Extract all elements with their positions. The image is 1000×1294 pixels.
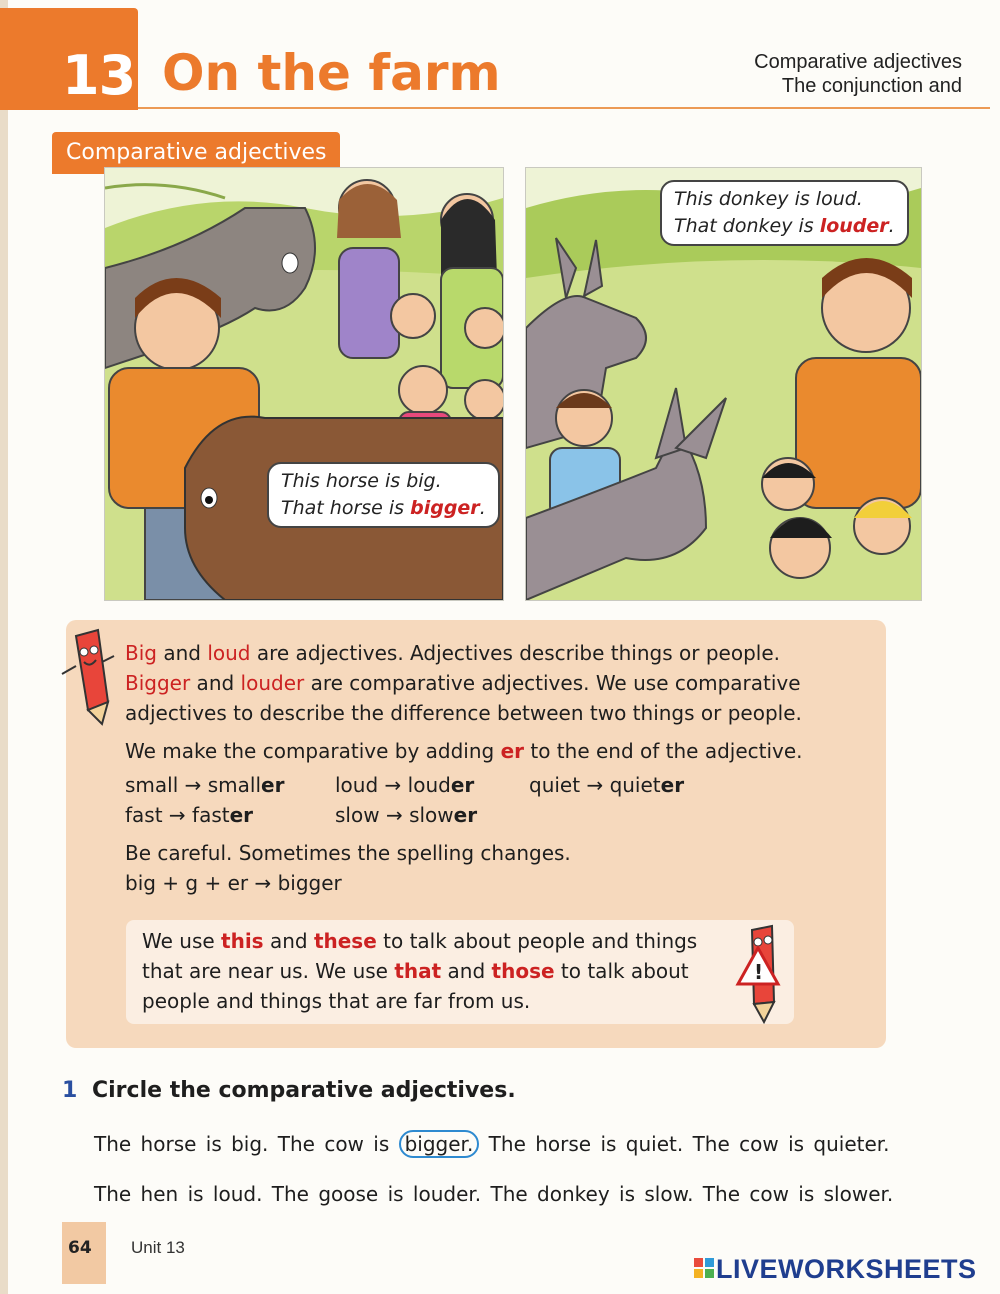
- example-stem: loud: [407, 773, 451, 797]
- topic-item: The conjunction and: [781, 75, 962, 97]
- arrow-icon: →: [184, 773, 202, 797]
- keyword-this: this: [221, 929, 264, 953]
- example-fast: [125, 800, 253, 830]
- sentence-text: The horse is quiet. The cow is quieter.: [479, 1132, 890, 1156]
- example-base: slow: [335, 803, 380, 827]
- donkey-speech-bubble: [660, 180, 909, 246]
- example-ending: er: [453, 803, 478, 827]
- warning-pencil-icon: [728, 922, 790, 1024]
- note-text: and: [441, 959, 492, 983]
- example-slow: [335, 800, 477, 830]
- unit-number: 13: [62, 44, 136, 107]
- example-ending: er: [450, 773, 475, 797]
- bubble-punct: .: [888, 215, 895, 237]
- keyword-er: er: [500, 739, 525, 763]
- exercise-sentence: [94, 1132, 890, 1156]
- unit-topics: [754, 50, 962, 98]
- keyword-bigger: Bigger: [125, 671, 191, 695]
- bubble-text: That horse is: [281, 497, 411, 519]
- keyword-these: these: [313, 929, 377, 953]
- bubble-comparative: bigger: [410, 497, 480, 519]
- bubble-line: [281, 495, 486, 522]
- note-line: people and things that are far from us.: [142, 989, 531, 1013]
- example-stem: fast: [192, 803, 230, 827]
- exercise-number: 1: [62, 1078, 78, 1103]
- svg-text:!: !: [754, 960, 764, 984]
- grammar-rule: [125, 736, 803, 766]
- unit-label: Unit 13: [131, 1238, 185, 1257]
- page-edge: [0, 0, 8, 1294]
- note-text: to talk about: [554, 959, 689, 983]
- note-text: We use: [142, 929, 222, 953]
- bubble-text: That donkey is: [674, 215, 820, 237]
- header-rule: [138, 107, 990, 109]
- liveworksheets-logo-icon: [694, 1258, 714, 1278]
- example-loud: [335, 770, 474, 800]
- exercise-instruction: Circle the comparative adjectives.: [92, 1078, 516, 1103]
- bubble-line: This horse is big.: [281, 470, 442, 492]
- grammar-line: [125, 668, 801, 698]
- grammar-text: to the end of the adjective.: [524, 739, 803, 763]
- arrow-icon: →: [385, 803, 403, 827]
- arrow-icon: →: [586, 773, 604, 797]
- note-text: to talk about people and things: [376, 929, 698, 953]
- example-quiet: [529, 770, 684, 800]
- example-base: loud: [335, 773, 379, 797]
- keyword-louder: louder: [240, 671, 305, 695]
- grammar-text: are adjectives. Adjectives describe things or people.: [250, 641, 780, 665]
- example-ending: er: [229, 803, 254, 827]
- bubble-line: This donkey is loud.: [674, 188, 863, 210]
- spelling-note: Be careful. Sometimes the spelling changes.: [125, 841, 571, 865]
- example-stem: small: [207, 773, 262, 797]
- example-stem: quiet: [609, 773, 661, 797]
- note-text: that are near us. We use: [142, 959, 395, 983]
- grammar-text: We make the comparative by adding: [125, 739, 501, 763]
- donkey-illustration: [525, 167, 922, 601]
- grammar-text: and: [156, 641, 208, 665]
- section-label: Comparative adjectives: [52, 132, 340, 174]
- bubble-comparative: louder: [819, 215, 889, 237]
- spelling-result: bigger: [277, 871, 342, 895]
- note-line: [142, 926, 697, 956]
- keyword-those: those: [491, 959, 555, 983]
- spelling-example: [125, 868, 342, 898]
- note-line: [142, 956, 689, 986]
- pencil-mascot-icon: [58, 626, 116, 726]
- topic-item: Comparative adjectives: [754, 51, 962, 73]
- page-number: 64: [68, 1238, 92, 1258]
- liveworksheets-logo: LIVEWORKSHEETS: [716, 1254, 977, 1284]
- sentence-text: The horse is big. The cow is: [94, 1132, 399, 1156]
- grammar-line: [125, 638, 780, 668]
- arrow-icon: →: [254, 871, 272, 895]
- arrow-icon: →: [168, 803, 186, 827]
- example-base: fast: [125, 803, 163, 827]
- example-small: [125, 770, 284, 800]
- example-stem: slow: [409, 803, 454, 827]
- grammar-text: are comparative adjectives. We use comparative: [304, 671, 801, 695]
- keyword-big: Big: [125, 641, 157, 665]
- example-base: quiet: [529, 773, 581, 797]
- example-base: small: [125, 773, 179, 797]
- grammar-text: and: [190, 671, 241, 695]
- example-ending: er: [261, 773, 285, 797]
- keyword-that: that: [394, 959, 442, 983]
- grammar-line: adjectives to describe the difference between two things or people.: [125, 701, 802, 725]
- horse-scene-image: [105, 168, 503, 600]
- bubble-line: [674, 213, 895, 240]
- horse-speech-bubble: [267, 462, 500, 528]
- circled-answer[interactable]: bigger.: [399, 1130, 480, 1158]
- exercise-sentence: The hen is loud. The goose is louder. The donkey is slow. The cow is slower.: [94, 1182, 894, 1206]
- arrow-icon: →: [384, 773, 402, 797]
- note-text: and: [263, 929, 314, 953]
- keyword-loud: loud: [207, 641, 251, 665]
- example-ending: er: [660, 773, 685, 797]
- bubble-punct: .: [479, 497, 486, 519]
- spelling-base: big + g + er: [125, 871, 249, 895]
- horse-illustration: [104, 167, 504, 601]
- unit-title: On the farm: [162, 44, 501, 102]
